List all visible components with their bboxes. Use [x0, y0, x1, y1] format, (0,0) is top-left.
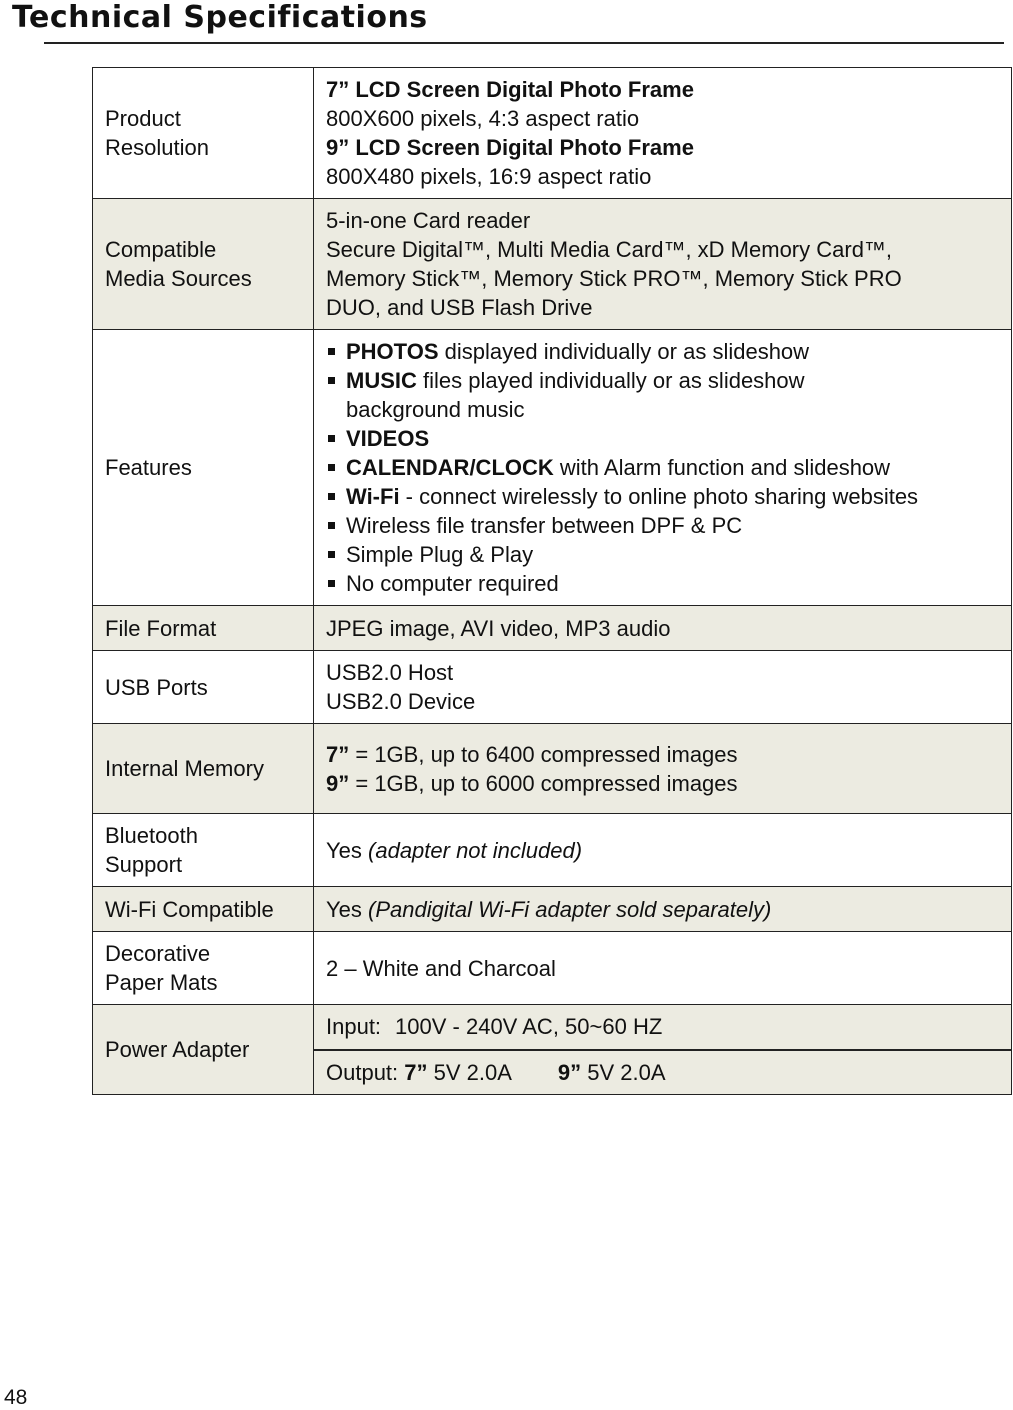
- label-usb-ports: USB Ports: [93, 651, 314, 724]
- media-line: Memory Stick™, Memory Stick PRO™, Memory Stick PRO: [326, 266, 902, 291]
- label-line: Compatible: [105, 237, 217, 262]
- media-line: 5-in-one Card reader: [326, 208, 531, 233]
- title-divider: [44, 42, 1004, 44]
- feature-item: VIDEOS: [326, 424, 999, 453]
- label-line: Paper Mats: [105, 970, 218, 995]
- value-wifi: Yes (Pandigital Wi-Fi adapter sold separately): [314, 887, 1012, 932]
- bluetooth-note: (adapter not included): [368, 837, 583, 863]
- page-title: Technical Specifications: [12, 0, 428, 35]
- spec-table: [92, 67, 1012, 1095]
- label-line: Bluetooth: [105, 823, 198, 848]
- value-power-output: Output: 7” 5V 2.0A 9” 5V 2.0A: [314, 1050, 1012, 1095]
- row-internal-memory: [93, 724, 1012, 814]
- value-usb-ports: [314, 651, 1012, 724]
- label-line: Decorative: [105, 941, 211, 966]
- model-9-resolution: 800X480 pixels, 16:9 aspect ratio: [326, 164, 652, 189]
- label-product-resolution: [93, 68, 314, 199]
- wifi-note: (Pandigital Wi-Fi adapter sold separately): [368, 896, 772, 922]
- label-line: Product: [105, 106, 181, 131]
- row-usb-ports: [93, 651, 1012, 724]
- label-wifi: Wi-Fi Compatible: [93, 887, 314, 932]
- media-line: Secure Digital™, Multi Media Card™, xD Memory Card™,: [326, 237, 893, 262]
- value-paper-mats: 2 – White and Charcoal: [314, 932, 1012, 1005]
- usb-device: USB2.0 Device: [326, 689, 476, 714]
- media-line: DUO, and USB Flash Drive: [326, 295, 593, 320]
- value-internal-memory: [314, 724, 1012, 814]
- label-power-adapter: Power Adapter: [93, 1005, 314, 1095]
- row-media-sources: [93, 199, 1012, 330]
- row-file-format: [93, 606, 1012, 651]
- value-file-format: JPEG image, AVI video, MP3 audio: [314, 606, 1012, 651]
- value-bluetooth: Yes (adapter not included): [314, 814, 1012, 887]
- model-7-title: 7” LCD Screen Digital Photo Frame: [326, 77, 694, 102]
- feature-item: PHOTOS displayed individually or as slideshow: [326, 337, 999, 366]
- feature-item: Wireless file transfer between DPF & PC: [326, 511, 999, 540]
- feature-item: Wi-Fi - connect wirelessly to online photo sharing websites: [326, 482, 999, 511]
- label-media-sources: [93, 199, 314, 330]
- label-internal-memory: Internal Memory: [93, 724, 314, 814]
- row-wifi: [93, 887, 1012, 932]
- value-media-sources: [314, 199, 1012, 330]
- label-line: Support: [105, 852, 183, 877]
- value-features: [314, 330, 1012, 606]
- memory-7: 7” = 1GB, up to 6400 compressed images: [326, 741, 738, 767]
- label-bluetooth: [93, 814, 314, 887]
- feature-item: No computer required: [326, 569, 999, 598]
- model-7-resolution: 800X600 pixels, 4:3 aspect ratio: [326, 106, 640, 131]
- row-power-input: [93, 1005, 1012, 1050]
- label-features: Features: [93, 330, 314, 606]
- feature-item: MUSIC files played individually or as slideshow background music: [326, 366, 999, 424]
- value-power-input: Input: 100V - 240V AC, 50~60 HZ: [314, 1005, 1012, 1050]
- model-9-title: 9” LCD Screen Digital Photo Frame: [326, 135, 694, 160]
- usb-host: USB2.0 Host: [326, 660, 454, 685]
- row-product-resolution: [93, 68, 1012, 199]
- label-paper-mats: [93, 932, 314, 1005]
- label-line: Media Sources: [105, 266, 252, 291]
- row-bluetooth: [93, 814, 1012, 887]
- feature-item: CALENDAR/CLOCK with Alarm function and slideshow: [326, 453, 999, 482]
- row-features: [93, 330, 1012, 606]
- row-paper-mats: [93, 932, 1012, 1005]
- memory-9: 9” = 1GB, up to 6000 compressed images: [326, 770, 738, 796]
- label-file-format: File Format: [93, 606, 314, 651]
- page-number: 48: [4, 1386, 28, 1409]
- label-line: Resolution: [105, 135, 209, 160]
- feature-item: Simple Plug & Play: [326, 540, 999, 569]
- value-product-resolution: [314, 68, 1012, 199]
- features-list: [326, 337, 999, 598]
